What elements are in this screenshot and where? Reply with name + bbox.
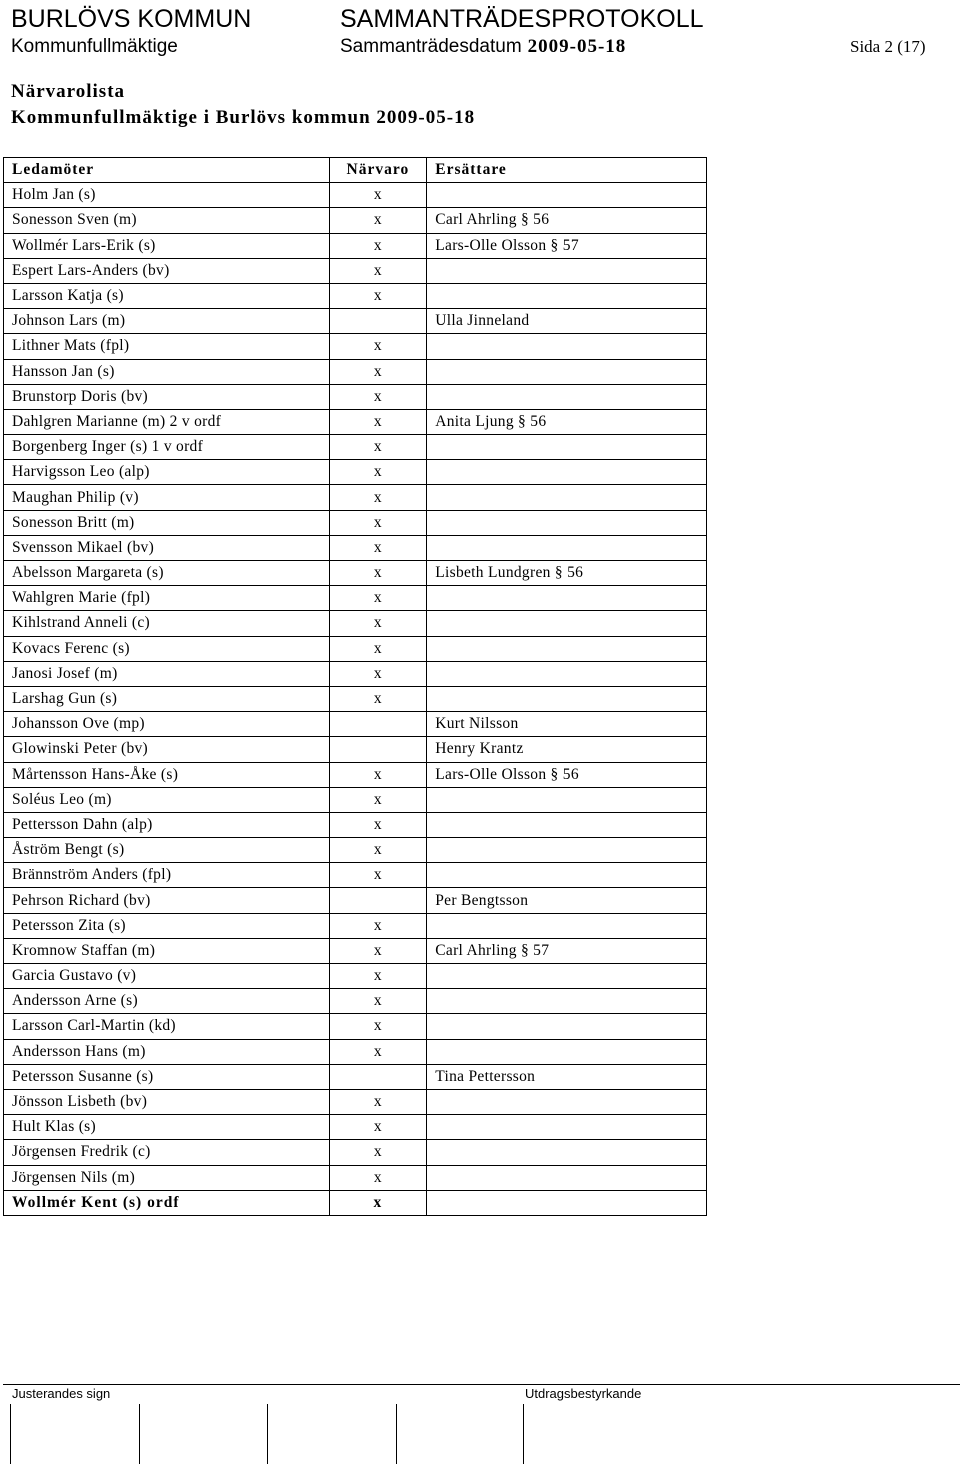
table-row xyxy=(4,863,707,888)
substitute-cell xyxy=(427,636,707,661)
presence-cell: x xyxy=(329,1014,427,1039)
presence-cell: x xyxy=(329,561,427,586)
substitute-cell xyxy=(427,812,707,837)
substitute-cell xyxy=(427,611,707,636)
substitute-cell xyxy=(427,485,707,510)
presence-cell: x xyxy=(329,183,427,208)
presence-cell xyxy=(329,712,427,737)
presence-cell: x xyxy=(329,485,427,510)
presence-cell: x xyxy=(329,1165,427,1190)
table-row xyxy=(4,1014,707,1039)
substitute-cell xyxy=(427,384,707,409)
table-row xyxy=(4,712,707,737)
substitute-cell xyxy=(427,863,707,888)
substitute-cell xyxy=(427,964,707,989)
substitute-cell xyxy=(427,183,707,208)
presence-cell: x xyxy=(329,1115,427,1140)
member-cell: Åström Bengt (s) xyxy=(4,838,330,863)
table-row xyxy=(4,762,707,787)
presence-cell: x xyxy=(329,1089,427,1114)
substitute-cell xyxy=(427,838,707,863)
header-presence: Närvaro xyxy=(329,158,427,183)
table-row xyxy=(4,964,707,989)
member-cell: Mårtensson Hans-Åke (s) xyxy=(4,762,330,787)
table-row xyxy=(4,686,707,711)
table-row xyxy=(4,838,707,863)
table-row xyxy=(4,359,707,384)
presence-cell: x xyxy=(329,1039,427,1064)
table-row xyxy=(4,1165,707,1190)
header-substitute: Ersättare xyxy=(427,158,707,183)
table-row xyxy=(4,636,707,661)
table-row xyxy=(4,409,707,434)
table-row xyxy=(4,888,707,913)
table-row xyxy=(4,1140,707,1165)
substitute-cell xyxy=(427,283,707,308)
member-cell: Maughan Philip (v) xyxy=(4,485,330,510)
substitute-cell xyxy=(427,1140,707,1165)
substitute-cell: Carl Ahrling § 57 xyxy=(427,938,707,963)
substitute-cell: Anita Ljung § 56 xyxy=(427,409,707,434)
presence-cell: x xyxy=(329,611,427,636)
member-cell: Petersson Zita (s) xyxy=(4,913,330,938)
presence-cell: x xyxy=(329,384,427,409)
table-row xyxy=(4,611,707,636)
table-row xyxy=(4,535,707,560)
member-cell: Borgenberg Inger (s) 1 v ordf xyxy=(4,435,330,460)
meeting-date: 2009-05-18 xyxy=(527,36,627,57)
presence-cell: x xyxy=(329,283,427,308)
substitute-cell: Ulla Jinneland xyxy=(427,309,707,334)
presence-cell: x xyxy=(329,208,427,233)
presence-cell: x xyxy=(329,334,427,359)
member-cell: Larsson Katja (s) xyxy=(4,283,330,308)
substitute-cell xyxy=(427,435,707,460)
table-row xyxy=(4,258,707,283)
table-row xyxy=(4,485,707,510)
page-number: Sida 2 (17) xyxy=(850,37,926,56)
member-cell: Wollmér Lars-Erik (s) xyxy=(4,233,330,258)
table-row xyxy=(4,183,707,208)
presence-cell: x xyxy=(329,913,427,938)
member-cell: Harvigsson Leo (alp) xyxy=(4,460,330,485)
member-cell: Brunstorp Doris (bv) xyxy=(4,384,330,409)
member-cell: Wollmér Kent (s) ordf xyxy=(4,1190,330,1215)
table-row xyxy=(4,561,707,586)
presence-cell: x xyxy=(329,964,427,989)
table-row xyxy=(4,309,707,334)
substitute-cell xyxy=(427,913,707,938)
member-cell: Janosi Josef (m) xyxy=(4,661,330,686)
table-row xyxy=(4,233,707,258)
table-row xyxy=(4,989,707,1014)
presence-cell: x xyxy=(329,510,427,535)
substitute-cell: Carl Ahrling § 56 xyxy=(427,208,707,233)
substitute-cell: Tina Pettersson xyxy=(427,1064,707,1089)
member-cell: Lithner Mats (fpl) xyxy=(4,334,330,359)
presence-cell: x xyxy=(329,686,427,711)
table-row xyxy=(4,460,707,485)
member-cell: Hult Klas (s) xyxy=(4,1115,330,1140)
substitute-cell xyxy=(427,510,707,535)
presence-cell: x xyxy=(329,838,427,863)
substitute-cell xyxy=(427,1115,707,1140)
substitute-cell xyxy=(427,359,707,384)
presence-cell: x xyxy=(329,787,427,812)
substitute-cell xyxy=(427,989,707,1014)
member-cell: Larshag Gun (s) xyxy=(4,686,330,711)
presence-cell: x xyxy=(329,359,427,384)
member-cell: Andersson Hans (m) xyxy=(4,1039,330,1064)
substitute-cell xyxy=(427,586,707,611)
presence-cell: x xyxy=(329,460,427,485)
presence-cell: x xyxy=(329,435,427,460)
signature-box xyxy=(267,1404,268,1464)
member-cell: Dahlgren Marianne (m) 2 v ordf xyxy=(4,409,330,434)
footer-sign-label: Justerandes sign xyxy=(12,1386,111,1401)
substitute-cell xyxy=(427,334,707,359)
signature-box xyxy=(139,1404,140,1464)
presence-cell xyxy=(329,888,427,913)
presence-cell xyxy=(329,737,427,762)
table-header-row xyxy=(4,158,707,183)
presence-cell: x xyxy=(329,636,427,661)
member-cell: Pehrson Richard (bv) xyxy=(4,888,330,913)
substitute-cell: Lisbeth Lundgren § 56 xyxy=(427,561,707,586)
signature-box xyxy=(523,1404,524,1464)
member-cell: Garcia Gustavo (v) xyxy=(4,964,330,989)
org-name: BURLÖVS KOMMUN xyxy=(11,5,252,33)
table-row xyxy=(4,510,707,535)
substitute-cell: Kurt Nilsson xyxy=(427,712,707,737)
member-cell: Sonesson Sven (m) xyxy=(4,208,330,233)
member-cell: Johnson Lars (m) xyxy=(4,309,330,334)
substitute-cell xyxy=(427,1190,707,1215)
table-row xyxy=(4,384,707,409)
substitute-cell xyxy=(427,258,707,283)
meeting-date-label: Sammanträdesdatum xyxy=(340,36,522,57)
substitute-cell xyxy=(427,686,707,711)
member-cell: Hansson Jan (s) xyxy=(4,359,330,384)
table-row xyxy=(4,787,707,812)
presence-cell: x xyxy=(329,812,427,837)
substitute-cell: Lars-Olle Olsson § 57 xyxy=(427,233,707,258)
substitute-cell xyxy=(427,1089,707,1114)
presence-cell: x xyxy=(329,938,427,963)
member-cell: Svensson Mikael (bv) xyxy=(4,535,330,560)
table-row xyxy=(4,737,707,762)
member-cell: Larsson Carl-Martin (kd) xyxy=(4,1014,330,1039)
table-row xyxy=(4,586,707,611)
footer-divider xyxy=(3,1384,960,1385)
table-row xyxy=(4,913,707,938)
table-row xyxy=(4,1064,707,1089)
member-cell: Kovacs Ferenc (s) xyxy=(4,636,330,661)
presence-cell: x xyxy=(329,233,427,258)
member-cell: Sonesson Britt (m) xyxy=(4,510,330,535)
member-cell: Wahlgren Marie (fpl) xyxy=(4,586,330,611)
table-row xyxy=(4,812,707,837)
footer-copy-label: Utdragsbestyrkande xyxy=(525,1386,642,1401)
table-row xyxy=(4,334,707,359)
table-row xyxy=(4,435,707,460)
member-cell: Brännström Anders (fpl) xyxy=(4,863,330,888)
table-row xyxy=(4,283,707,308)
substitute-cell xyxy=(427,1014,707,1039)
table-row xyxy=(4,1190,707,1215)
table-row xyxy=(4,661,707,686)
section-subtitle: Kommunfullmäktige i Burlövs kommun 2009-05-18 xyxy=(11,107,476,128)
member-cell: Jörgensen Fredrik (c) xyxy=(4,1140,330,1165)
member-cell: Holm Jan (s) xyxy=(4,183,330,208)
presence-cell: x xyxy=(329,586,427,611)
presence-cell: x xyxy=(329,258,427,283)
attendance-rows xyxy=(4,183,707,1216)
presence-cell: x xyxy=(329,762,427,787)
table-row xyxy=(4,1115,707,1140)
member-cell: Johansson Ove (mp) xyxy=(4,712,330,737)
table-row xyxy=(4,938,707,963)
presence-cell: x xyxy=(329,535,427,560)
member-cell: Kromnow Staffan (m) xyxy=(4,938,330,963)
member-cell: Soléus Leo (m) xyxy=(4,787,330,812)
substitute-cell xyxy=(427,1165,707,1190)
substitute-cell xyxy=(427,535,707,560)
member-cell: Kihlstrand Anneli (c) xyxy=(4,611,330,636)
member-cell: Abelsson Margareta (s) xyxy=(4,561,330,586)
member-cell: Pettersson Dahn (alp) xyxy=(4,812,330,837)
table-row xyxy=(4,1089,707,1114)
substitute-cell: Lars-Olle Olsson § 56 xyxy=(427,762,707,787)
signature-box xyxy=(10,1404,11,1464)
member-cell: Glowinski Peter (bv) xyxy=(4,737,330,762)
attendance-table xyxy=(3,157,707,1216)
table-row xyxy=(4,1039,707,1064)
presence-cell: x xyxy=(329,1140,427,1165)
substitute-cell xyxy=(427,1039,707,1064)
header-members: Ledamöter xyxy=(4,158,330,183)
document-title: SAMMANTRÄDESPROTOKOLL xyxy=(340,5,704,33)
member-cell: Jörgensen Nils (m) xyxy=(4,1165,330,1190)
substitute-cell: Henry Krantz xyxy=(427,737,707,762)
substitute-cell xyxy=(427,787,707,812)
presence-cell: x xyxy=(329,989,427,1014)
presence-cell: x xyxy=(329,409,427,434)
member-cell: Petersson Susanne (s) xyxy=(4,1064,330,1089)
presence-cell: x xyxy=(329,863,427,888)
member-cell: Andersson Arne (s) xyxy=(4,989,330,1014)
substitute-cell xyxy=(427,661,707,686)
presence-cell xyxy=(329,1064,427,1089)
presence-cell xyxy=(329,309,427,334)
substitute-cell: Per Bengtsson xyxy=(427,888,707,913)
presence-cell: x xyxy=(329,1190,427,1215)
section-title: Närvarolista xyxy=(11,81,126,102)
member-cell: Jönsson Lisbeth (bv) xyxy=(4,1089,330,1114)
member-cell: Espert Lars-Anders (bv) xyxy=(4,258,330,283)
meeting-date-line xyxy=(340,36,626,58)
signature-box xyxy=(396,1404,397,1464)
board-name: Kommunfullmäktige xyxy=(11,36,178,57)
presence-cell: x xyxy=(329,661,427,686)
substitute-cell xyxy=(427,460,707,485)
table-row xyxy=(4,208,707,233)
